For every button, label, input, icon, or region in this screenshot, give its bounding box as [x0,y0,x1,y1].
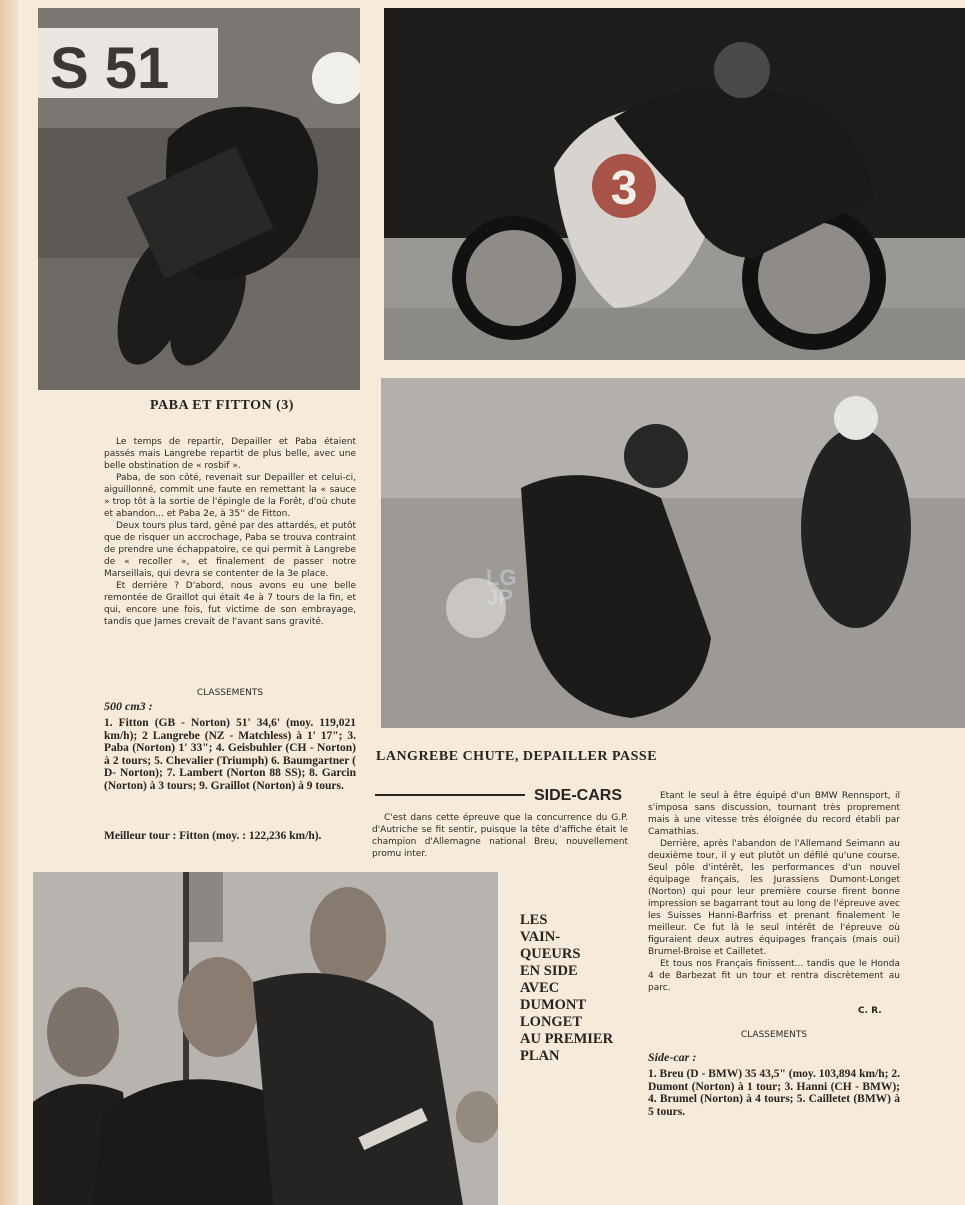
photo-racer-number-3 [384,8,965,360]
watermark-logo: LG JP [486,565,517,610]
class-500-label: 500 cm3 : [104,699,153,713]
results-side-car: 1. Breu (D - BMW) 35 43,5" (moy. 103,894 km/h; 2. Dumont (Norton) à 1 tour; 3. Hanni (CH - BMW); 4. Brumel (Norton) à 4 tours; 5. Cailletet (BMW) à 5 tours. [648,1068,900,1118]
caption-langrebe-chute: LANGREBE CHUTE, DEPAILLER PASSE [376,749,658,764]
side-cars-rule [375,794,525,796]
photo-langrebe-crash [381,378,965,728]
caption-line: LES [520,912,548,928]
caption-line: LONGET [520,1014,583,1030]
article-side-cars [648,790,900,994]
caption-line: PLAN [520,1048,560,1064]
caption-paba-fitton: PABA ET FITTON (3) [150,398,294,413]
paragraph: Et tous nos Français finissent... tandis que le Honda 4 de Barbezat fit un tour et rentra discrètement au parc. [648,959,900,993]
caption-line: VAIN- [520,929,561,945]
caption-line: DUMONT [520,997,587,1013]
classements-heading-500: CLASSEMENTS [196,688,264,698]
caption-line: AVEC [520,980,560,996]
photo-paba-fitton-rider [38,8,360,390]
photo-side-car-winners [33,872,498,1205]
article-paba-fitton [104,436,356,628]
results-500cc: 1. Fitton (GB - Norton) 51' 34,6' (moy. 119,021 km/h); 2 Langrebe (NZ - Matchless) à 1' 17"; 3. Paba (Norton) 1' 33"; 4. Geisbuhler (CH - Norton) à 2 tours; 5. Chevalier (Triumph) 6. Baumgartner ( D- Norton); 7. Lambert (Norton 88 SS); 8. Garcin (Norton) à 3 tours; 9. Graillot (Norton) à 9 tours. [104,717,356,792]
paragraph: Et derrière ? D'abord, nous avons eu une belle remontée de Graillot qui était 4e à 7 tours de la fin, et qui, encore une fois, fut victime de son embrayage, tandis que James crevait de l'avant sans gravité. [104,581,356,627]
best-lap: Meilleur tour : Fitton (moy. : 122,236 km/h). [104,830,322,842]
class-side-label: Side-car : [648,1050,697,1064]
paragraph: Le temps de repartir, Depailler et Paba étaient passés mais Langrebe repartit de plus belle, avec une belle obstination de « rosbif ». [104,437,356,471]
paragraph: Derrière, après l'abandon de l'Allemand Seimann au deuxième tour, il y eut plutôt un défilé qu'une course. Seul pôle d'intérêt, les performances d'un nouvel équipage français, les Jurassiens Dumont-Longet (Norton) qui pour leur première course firent bonne impression se bagarrant tout au long de l'épreuve avec les Suisses Hanni-Barfriss et prenant finalement le meilleur. Ce fut là le seul intérêt de l'épreuve où figuraient deux autres équipages français (mais oui) Brumel-Broise et Cailletet. [648,839,900,957]
track-sign-number: S 51 [50,36,170,101]
binding-edge [0,0,18,1205]
classements-heading-side: CLASSEMENTS [740,1030,808,1040]
paragraph: Deux tours plus tard, gêné par des attardés, et putôt que de risquer un accrochage, Paba se trouva contraint de prendre une échappatoire, ce qui permit à Langrebe de « recoller », et finalement de passer notre Marseillais, qui devra se contenter de la 3e place. [104,521,356,579]
caption-winners [520,912,613,1065]
paragraph: Paba, de son côté, revenait sur Depailler et celui-ci, aiguillonné, commit une faute en remettant la « sauce » trop tôt à la sortie de l'épingle de la Forêt, d'où chute et abandon... et Paba 2e, à 35'' de Fitton. [104,473,356,519]
paragraph: Etant le seul à être équipé d'un BMW Rennsport, il s'imposa sans discussion, tournant très proprement mais à une vitesse très éloignée du record établi par Camathias. [648,791,900,837]
caption-line: QUEURS [520,946,581,962]
caption-line: EN SIDE [520,963,578,979]
caption-line: AU PREMIER [520,1031,614,1047]
race-number-plate: 3 [610,162,638,215]
author-signature: C. R. [858,1006,882,1016]
side-cars-intro: C'est dans cette épreuve que la concurrence du G.P. d'Autriche se fit sentir, puisque la tête d'affiche était le champion d'Allemagne national Breu, nouvellement promu inter. [372,813,628,859]
side-cars-heading: SIDE-CARS [534,787,623,804]
